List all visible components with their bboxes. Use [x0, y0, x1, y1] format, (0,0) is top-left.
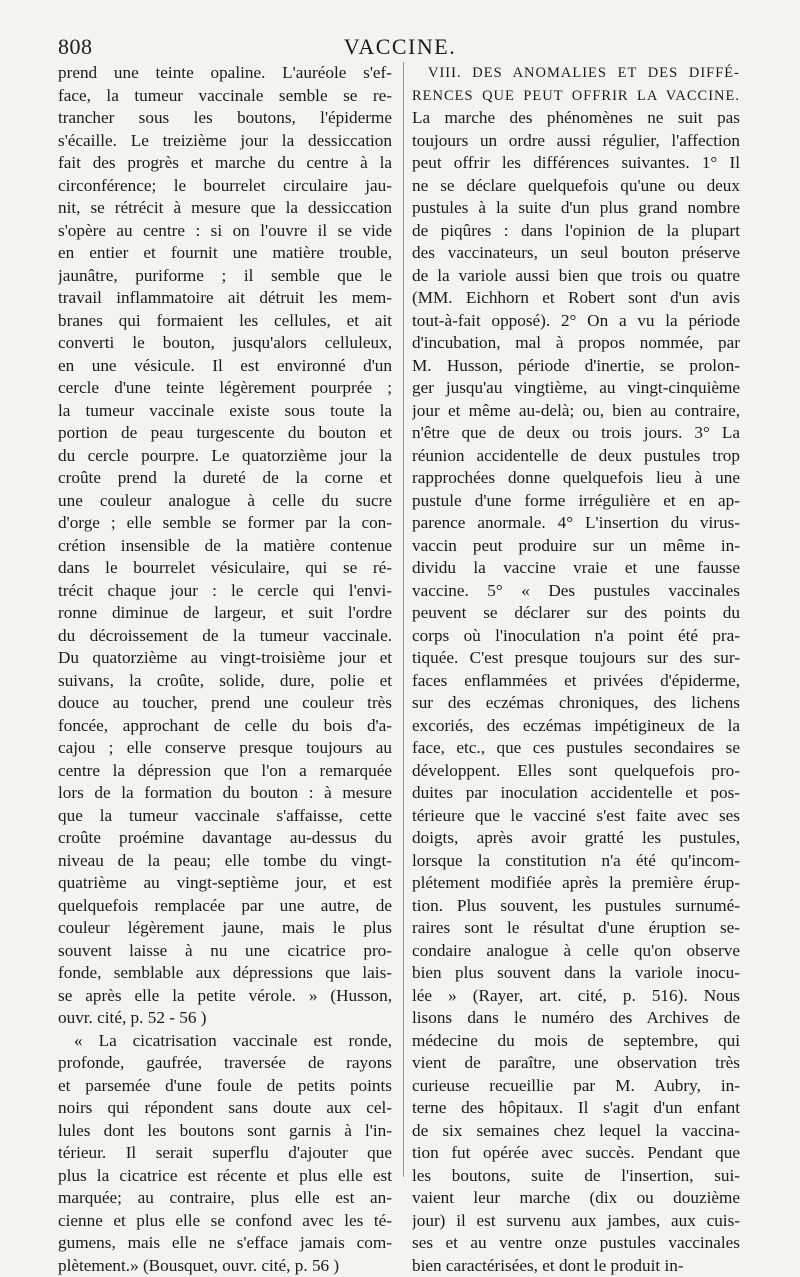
text-line: du cercle pourpre. Le quatorzième jour la: [58, 445, 392, 468]
text-line: ouvr. cité, p. 52 - 56 ): [58, 1007, 392, 1030]
text-line: parence anormale. 4° L'insertion du virus-: [412, 512, 740, 535]
text-line: corps où l'inoculation n'a point été pra-: [412, 625, 740, 648]
text-line: foncée, approchant de celle du bois d'a-: [58, 715, 392, 738]
text-line: n'être que de deux ou trois jours. 3° La: [412, 422, 740, 445]
text-line: duites par inoculation accidentelle et pos-: [412, 782, 740, 805]
text-line: que la tumeur vaccinale s'affaisse, cette: [58, 805, 392, 828]
right-column: [412, 62, 740, 1187]
text-line: térieure que le vacciné s'est faite avec ses: [412, 805, 740, 828]
text-line: s'écaille. Le treizième jour la dessiccation: [58, 130, 392, 153]
text-line: vaient leur marche (dix ou douzième: [412, 1187, 740, 1210]
text-line: lules dont les boutons sont garnis à l'in-: [58, 1120, 392, 1143]
text-line: tout-à-fait opposé). 2° On a vu la période: [412, 310, 740, 333]
text-line: niveau de la peau; elle tombe du vingt-: [58, 850, 392, 873]
text-line: peut offrir les différences suivantes. 1° Il: [412, 152, 740, 175]
text-line: en une vésicule. Il est environné d'un: [58, 355, 392, 378]
text-line: face, etc., que ces pustules secondaires se: [412, 737, 740, 760]
text-line: cienne et plus elle se confond avec les té-: [58, 1210, 392, 1233]
text-line: Du quatorzième au vingt-troisième jour et: [58, 647, 392, 670]
text-line: d'incubation, mal à propos nommée, par: [412, 332, 740, 355]
text-line: suivans, la croûte, solide, dure, polie et: [58, 670, 392, 693]
text-line: circonférence; le bourrelet circulaire jau-: [58, 175, 392, 198]
text-line: en entier et fournit une matière trouble,: [58, 242, 392, 265]
text-line: térieur. Il serait superflu d'ajouter que: [58, 1142, 392, 1165]
text-line: du décroissement de la tumeur vaccinale.: [58, 625, 392, 648]
text-line: condaire analogue à celle qu'on observe: [412, 940, 740, 963]
text-line: cercle d'une teinte légèrement pourprée ;: [58, 377, 392, 400]
text-line: de six semaines chez lequel la vaccina-: [412, 1120, 740, 1143]
text-line: les boutons, suite de l'insertion, sui-: [412, 1165, 740, 1188]
text-line: jour) il est survenu aux jambes, aux cuis-: [412, 1210, 740, 1233]
text-line: travail inflammatoire ait détruit les mem-: [58, 287, 392, 310]
text-line: trécit chaque jour : le cercle qui l'envi-: [58, 580, 392, 603]
text-line: s'opère au centre : si on l'ouvre il se vide: [58, 220, 392, 243]
text-line: la tumeur vaccinale existe sous toute la: [58, 400, 392, 423]
text-line: lisons dans le numéro des Archives de: [412, 1007, 740, 1030]
text-line: branes qui formaient les cellules, et ait: [58, 310, 392, 333]
text-line: sur des eczémas chroniques, des lichens: [412, 692, 740, 715]
text-line: fonde, semblable aux dépressions que lais-: [58, 962, 392, 985]
text-line: bien caractérisées, et dont le produit in-: [412, 1255, 740, 1277]
text-line: doigts, après avoir gratté les pustules,: [412, 827, 740, 850]
text-line: dividu la vaccine vraie et une fausse: [412, 557, 740, 580]
text-line: lors de la formation du bouton : à mesure: [58, 782, 392, 805]
text-line: RENCES QUE PEUT OFFRIR LA VACCINE.: [412, 85, 740, 108]
text-line: croûte prend la dureté de la corne et: [58, 467, 392, 490]
text-line: souvent laisse à nu une cicatrice pro-: [58, 940, 392, 963]
text-line: VIII. DES ANOMALIES ET DES DIFFÉ-: [412, 62, 740, 85]
text-line: ronne diminue de largeur, et suit l'ordre: [58, 602, 392, 625]
text-line: plètement.» (Bousquet, ouvr. cité, p. 56 ): [58, 1255, 392, 1277]
text-line: plus la cicatrice est récente et plus elle est: [58, 1165, 392, 1188]
text-line: se après elle la petite vérole. » (Husson,: [58, 985, 392, 1008]
text-line: tion. Plus souvent, les pustules surnumé-: [412, 895, 740, 918]
text-line: crétion insensible de la matière contenue: [58, 535, 392, 558]
text-line: face, la tumeur vaccinale semble se re-: [58, 85, 392, 108]
text-line: profonde, gaufrée, traversée de rayons: [58, 1052, 392, 1075]
text-line: trancher sous les boutons, l'épiderme: [58, 107, 392, 130]
text-line: bien plus souvent dans la variole inocu-: [412, 962, 740, 985]
text-line: curieuse recueillie par M. Aubry, in-: [412, 1075, 740, 1098]
text-line: une couleur analogue à celle du sucre: [58, 490, 392, 513]
text-line: vaccine. 5° « Des pustules vaccinales: [412, 580, 740, 603]
text-line: jour et même au-delà; ou, bien au contraire,: [412, 400, 740, 423]
page-number: 808: [58, 34, 93, 60]
text-line: vaccin peut produire sur un même in-: [412, 535, 740, 558]
text-line: fait des progrès et marche du centre à la: [58, 152, 392, 175]
text-line: portion de peau turgescente du bouton et: [58, 422, 392, 445]
text-line: toujours un ordre aussi régulier, l'affection: [412, 130, 740, 153]
text-line: de la variole aussi bien que trois ou quatre: [412, 265, 740, 288]
text-line: peuvent se déclarer sur des points du: [412, 602, 740, 625]
text-line: (MM. Eichhorn et Robert sont d'un avis: [412, 287, 740, 310]
text-line: plétement modifiée après la première érup-: [412, 872, 740, 895]
text-line: faces enflammées et privées d'épiderme,: [412, 670, 740, 693]
text-line: centre la dépression que l'on a remarquée: [58, 760, 392, 783]
text-line: et parsemée d'une foule de petits points: [58, 1075, 392, 1098]
text-line: marquée; au contraire, plus elle est an-: [58, 1187, 392, 1210]
text-line: vient de paraître, une observation très: [412, 1052, 740, 1075]
text-line: développent. Elles sont quelquefois pro-: [412, 760, 740, 783]
text-line: nit, se rétrécit à mesure que la dessiccation: [58, 197, 392, 220]
left-column: [58, 62, 392, 1187]
text-line: raires sont le résultat d'une éruption se-: [412, 917, 740, 940]
text-line: lée » (Rayer, art. cité, p. 516). Nous: [412, 985, 740, 1008]
text-line: gumens, mais elle ne s'efface jamais com-: [58, 1232, 392, 1255]
text-line: jaunâtre, puriforme ; il semble que le: [58, 265, 392, 288]
text-line: d'orge ; elle semble se former par la con-: [58, 512, 392, 535]
column-divider: [403, 62, 404, 1177]
text-line: tion fut opérée avec succès. Pendant que: [412, 1142, 740, 1165]
text-line: ne se déclare quelquefois qu'une ou deux: [412, 175, 740, 198]
text-line: cajou ; elle conserve presque toujours au: [58, 737, 392, 760]
text-line: « La cicatrisation vaccinale est ronde,: [58, 1030, 392, 1053]
text-line: ger jusqu'au vingtième, au vingt-cinquième: [412, 377, 740, 400]
text-line: M. Husson, période d'inertie, se prolon-: [412, 355, 740, 378]
text-line: croûte proémine davantage au-dessus du: [58, 827, 392, 850]
running-title: VACCINE.: [0, 34, 800, 60]
text-line: converti le bouton, jusqu'alors celluleux,: [58, 332, 392, 355]
text-line: terne des hôpitaux. Il s'agit d'un enfant: [412, 1097, 740, 1120]
text-line: réunion accidentelle de deux pustules trop: [412, 445, 740, 468]
text-line: quelquefois remplacée par une autre, de: [58, 895, 392, 918]
text-line: pustules à la suite d'un plus grand nombre: [412, 197, 740, 220]
text-line: couleur légèrement jaune, mais le plus: [58, 917, 392, 940]
text-line: La marche des phénomènes ne suit pas: [412, 107, 740, 130]
text-line: pustule d'une forme irrégulière et en ap-: [412, 490, 740, 513]
text-line: ses et au ventre onze pustules vaccinales: [412, 1232, 740, 1255]
text-line: des vaccinateurs, un seul bouton préserve: [412, 242, 740, 265]
text-line: douce au toucher, prend une couleur très: [58, 692, 392, 715]
text-line: médecine du mois de septembre, qui: [412, 1030, 740, 1053]
text-line: noirs qui répondent sans doute aux cel-: [58, 1097, 392, 1120]
text-line: rapprochées donne quelquefois lieu à une: [412, 467, 740, 490]
text-line: dans le bourrelet vésiculaire, qui se ré-: [58, 557, 392, 580]
text-line: excoriés, des eczémas impétigineux de la: [412, 715, 740, 738]
text-line: de piqûres : dans l'opinion de la plupart: [412, 220, 740, 243]
text-line: tiquée. C'est presque toujours sur des sur-: [412, 647, 740, 670]
text-line: prend une teinte opaline. L'auréole s'ef-: [58, 62, 392, 85]
text-line: lorsque la constitution n'a été qu'incom-: [412, 850, 740, 873]
text-line: quatrième au vingt-septième jour, et est: [58, 872, 392, 895]
